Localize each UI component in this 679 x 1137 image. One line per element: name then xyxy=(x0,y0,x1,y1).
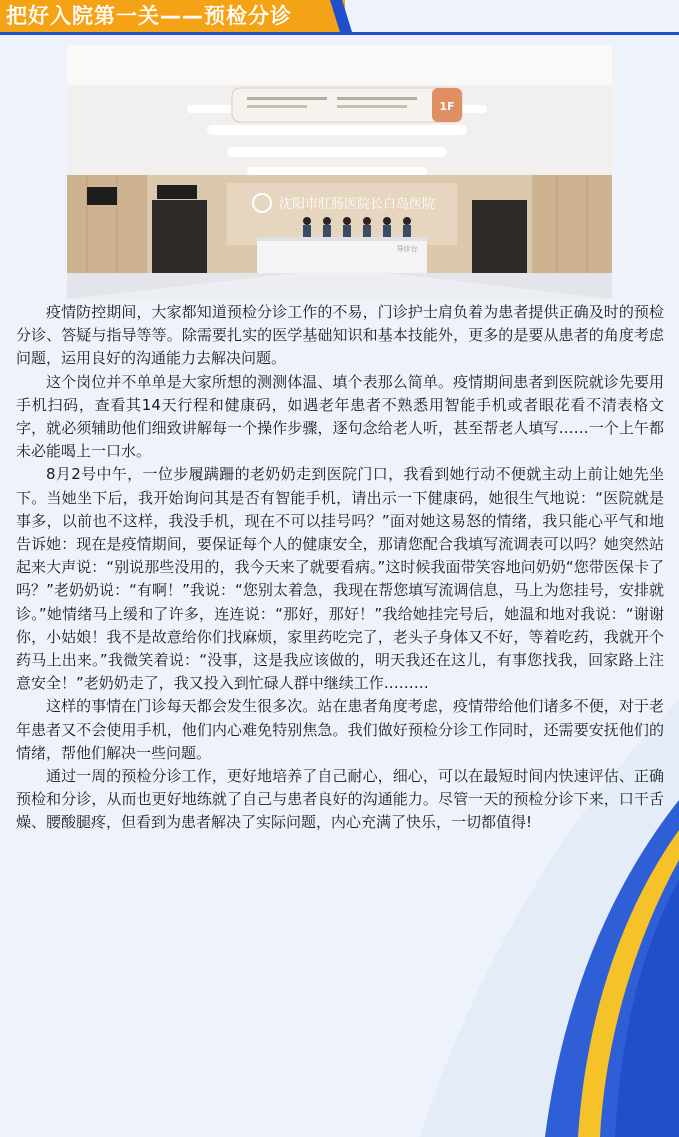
section-header xyxy=(0,0,679,38)
article-body xyxy=(16,301,664,835)
paragraph: 疫情防控期间，大家都知道预检分诊工作的不易，门诊护士肩负着为患者提供正确及时的预检分诊、答疑与指导等等。除需要扎实的医学基础知识和基本技能外，更多的是要从患者的角度考虑问题，运用良好的沟通能力去解决问题。 xyxy=(16,303,664,368)
header-underline xyxy=(0,32,679,35)
paragraph: 8月2号中午，一位步履蹒跚的老奶奶走到医院门口，我看到她行动不便就主动上前让她先坐下。当她坐下后，我开始询问其是否有智能手机，请出示一下健康码，她很生气地说：“医院就是事多，以前也不这样，我没手机，现在不可以挂号吗？”面对她这易怒的情绪，我只能心平气和地告诉她：现在是疫情期间，要保证每个人的健康安全，那请您配合我填写流调表可以吗？她突然站起来大声说：“别说那些没用的，我今天来了就要看病。”这时候我面带笑容地问奶奶“您带医保卡了吗？”老奶奶说：“有啊！”我说：“您别太着急，我现在帮您填写流调信息，马上为您挂号，安排就诊。”她情绪马上缓和了许多，连连说：“那好，那好！”我给她挂完号后，她温和地对我说：“谢谢你，小姑娘！我不是故意给你们找麻烦，家里药吃完了，老头子身体又不好，等着吃药，我就开个药马上出来。”我微笑着说：“没事，这是我应该做的，明天我还在这儿，有事您找我，回家路上注意安全！”老奶奶走了，我又投入到忙碌人群中继续工作……… xyxy=(16,465,664,693)
paragraph: 通过一周的预检分诊工作，更好地培养了自己耐心，细心，可以在最短时间内快速评估、正确预检和分诊，从而也更好地练就了自己与患者良好的沟通能力。尽管一天的预检分诊下来，口干舌燥、腰酸腿疼，但看到为患者解决了实际问题，内心充满了快乐，一切都值得! xyxy=(16,767,664,832)
section-title: 把好入院第一关——预检分诊 xyxy=(6,4,292,28)
paragraph: 这个岗位并不单单是大家所想的测测体温、填个表那么简单。疫情期间患者到医院就诊先要用手机扫码，查看其14天行程和健康码，如遇老年患者不熟悉用智能手机或者眼花看不清表格文字，就必须辅助他们细致讲解每一个操作步骤，逐句念给老人听，甚至帮老人填写……一个上午都未必能喝上一口水。 xyxy=(16,372,664,461)
hospital-sign: 沈阳市肛肠医院长白岛医院 xyxy=(278,197,436,212)
floor-label: 1F xyxy=(439,100,455,113)
hospital-lobby-photo xyxy=(67,45,612,299)
paragraph: 这样的事情在门诊每天都会发生很多次。站在患者角度考虑，疫情带给他们诸多不便，对于老年患者又不会使用手机，他们内心难免特别焦急。我们做好预检分诊工作同时，还需要安抚他们的情绪，帮他们解决一些问题。 xyxy=(16,697,664,762)
desk-label: 导诊台 xyxy=(396,245,418,253)
